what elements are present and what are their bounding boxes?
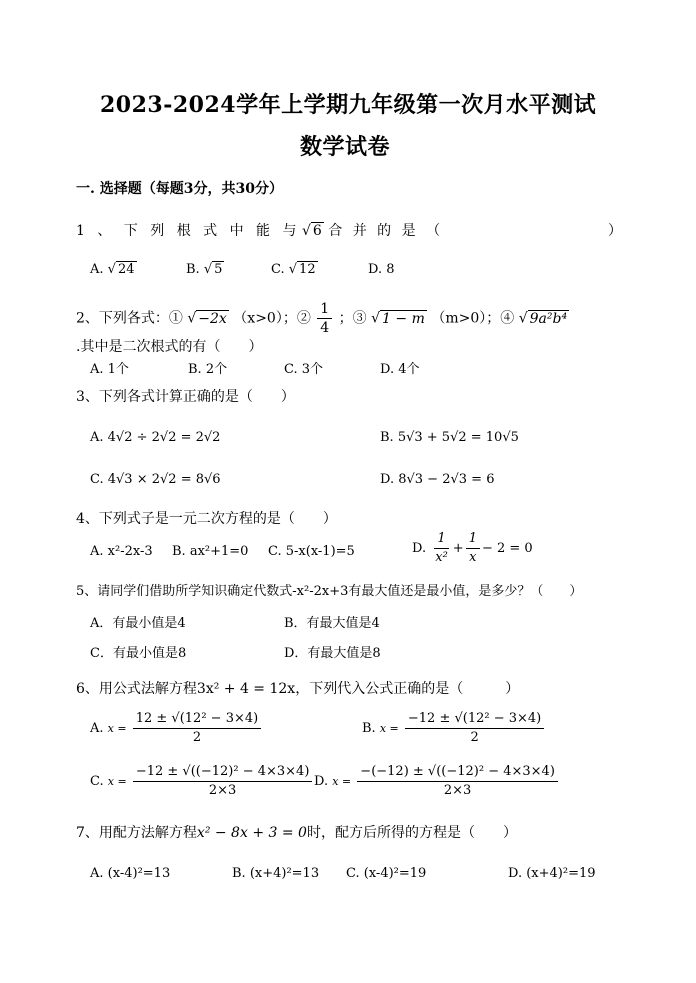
- question-1: [76, 220, 440, 240]
- q5-option-b: B．有最大值是4: [284, 616, 380, 631]
- q2-option-b: B. 2个: [188, 362, 228, 377]
- q6-option-d: D. x = $\frac{\text{−(−12) ± √((−12)² − 4×3×4)}}{2\times 3}$: [314, 763, 560, 800]
- q2-stem: 2、下列各式：①: [76, 310, 183, 327]
- question-6: 6、用公式法解方程3x² + 4 = 12x，下列代入公式正确的是（ ）: [76, 681, 520, 697]
- q1-option-b: B. √ 5: [186, 262, 223, 277]
- page-title: 2023-2024学年上学期九年级第一次月水平测试: [100, 92, 597, 118]
- q4-option-d: D. $\frac{1}{\text{x²}}$ + $\frac{1}{x}$ − 2 = 0: [412, 531, 533, 565]
- q1-paren-close: ）: [608, 223, 622, 239]
- q2-expr-1: −2x: [198, 310, 227, 327]
- q2-option-d: D. 4个: [380, 362, 420, 377]
- q4-option-b: B. ax²+1=0: [172, 544, 249, 559]
- q2-cond-1: （x>0）；②: [233, 310, 311, 327]
- q2-line2: .其中是二次根式的有（ ）: [76, 339, 263, 355]
- q2-option-c: C. 3个: [284, 362, 324, 377]
- q7-option-b: B. (x+4)²=13: [232, 866, 320, 881]
- q2-fraction: $\frac{1}{4}$: [317, 300, 332, 337]
- q1-option-c: C. √ 12: [271, 262, 316, 277]
- q2-expr-4: 9a²b⁴: [529, 310, 568, 327]
- q3-option-a: A. 4√2 ÷ 2√2 = 2√2: [90, 430, 221, 445]
- question-3: 3、下列各式计算正确的是（ ）: [76, 389, 295, 405]
- q3-option-b: B. 5√3 + 5√2 = 10√5: [380, 430, 519, 445]
- q1-option-d: D. 8: [368, 262, 395, 277]
- question-4: 4、下列式子是一元二次方程的是（ ）: [76, 511, 337, 527]
- q5-option-c: C．有最小值是8: [90, 646, 187, 661]
- q3-option-c: C. 4√3 × 2√2 = 8√6: [90, 472, 221, 487]
- q6-option-b: B. x = $\frac{\text{−12 ± √(12² − 3×4)}}{2}$: [362, 710, 546, 747]
- question-7: 7、用配方法解方程x² − 8x + 3 = 0时，配方后所得的方程是（ ）: [76, 825, 517, 841]
- q5-option-d: D．有最大值是8: [284, 646, 381, 661]
- q1-stem-tail: 合 并 的 是 （: [328, 223, 441, 239]
- q7-option-d: D. (x+4)²=19: [508, 866, 596, 881]
- section-heading: 一. 选择题（每题3分，共30分）: [76, 181, 283, 197]
- q7-option-a: A. (x-4)²=13: [90, 866, 171, 881]
- q6-option-c: C. x = $\frac{\text{−12 ± √((−12)² − 4×3×4)}}{2\times 3}$: [90, 763, 314, 800]
- q2-expr-3: 1 − m: [382, 310, 425, 327]
- q4-option-a: A. x²-2x-3: [90, 544, 153, 559]
- q7-equation: x² − 8x + 3 = 0: [196, 825, 307, 841]
- page-subtitle: 数学试卷: [300, 134, 391, 160]
- q6-option-a: A. x = $\frac{\text{12 ± √(12² − 3×4)}}{2}$: [90, 710, 263, 747]
- q2-sep-2: ；③: [338, 310, 367, 327]
- q5-option-a: A．有最小值是4: [90, 616, 186, 631]
- q1-stem: 1 、 下 列 根 式 中 能 与: [76, 223, 298, 239]
- q7-option-c: C. (x-4)²=19: [346, 866, 427, 881]
- q2-option-a: A. 1个: [90, 362, 129, 377]
- question-2: 2、下列各式：① √ −2x （x>0）；② $\frac{1}{4}$ ；③ √ 1 − m （m>0）；④ √ 9a²b⁴: [76, 301, 568, 336]
- q4-option-c: C. 5-x(x-1)=5: [268, 544, 355, 559]
- q1-radical: √ 6: [301, 223, 322, 239]
- q3-option-d: D. 8√3 − 2√3 = 6: [380, 472, 495, 487]
- question-5: 5、请同学们借助所学知识确定代数式-x²-2x+3有最大值还是最小值，是多少？（ ）: [76, 584, 583, 599]
- q2-cond-3: （m>0）；④: [431, 310, 515, 327]
- q1-option-a: A. √ 24: [90, 262, 135, 277]
